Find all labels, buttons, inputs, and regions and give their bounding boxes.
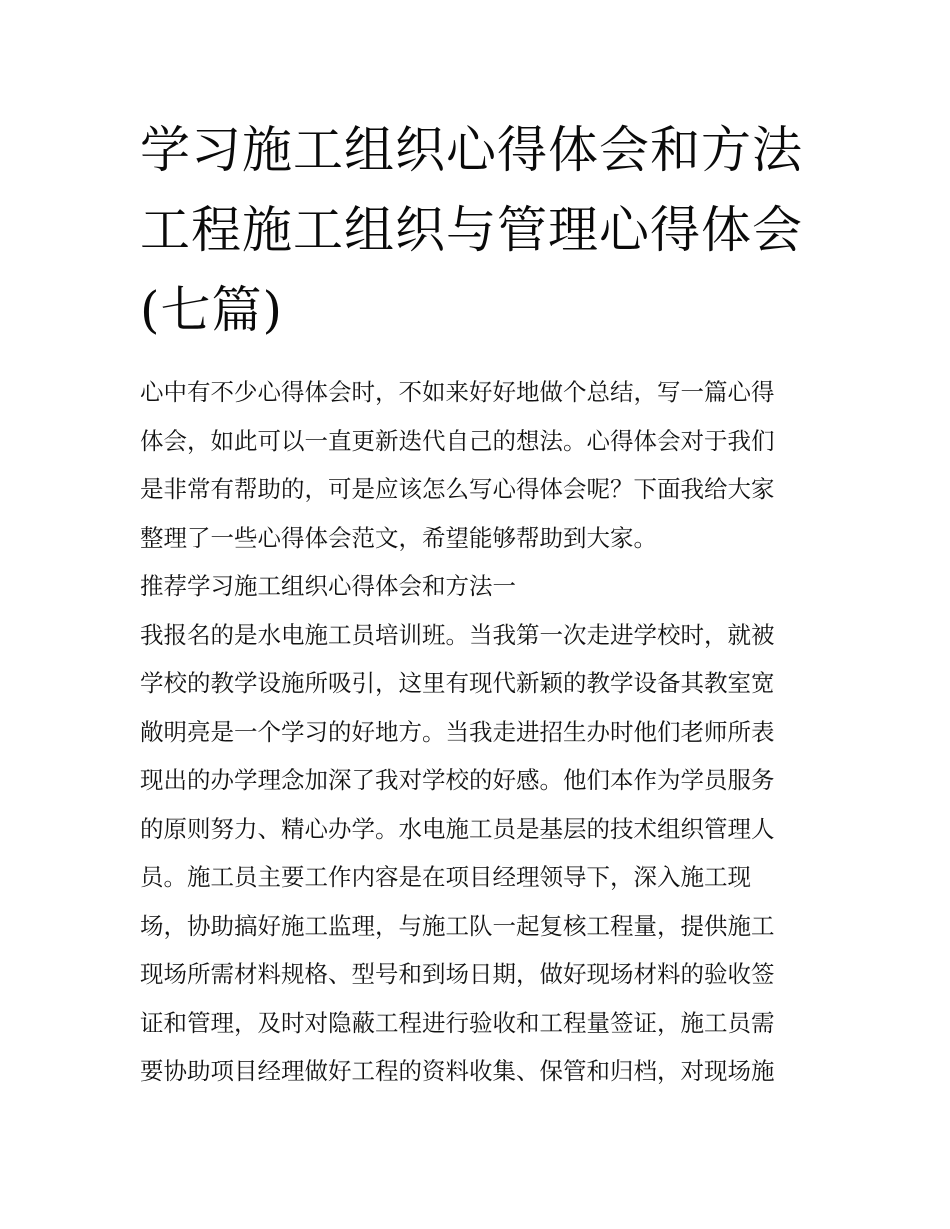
intro-paragraph xyxy=(140,368,820,562)
text-line: 心中有不少心得体会时，不如来好好地做个总结，写一篇心得 xyxy=(140,378,775,406)
text-line: 是非常有帮助的，可是应该怎么写心得体会呢？下面我给大家 xyxy=(140,475,775,503)
document-title xyxy=(140,110,820,350)
title-line: 工程施工组织与管理心得体会 xyxy=(140,201,803,259)
body-paragraph xyxy=(140,611,820,1096)
text-line: 要协助项目经理做好工程的资料收集、保管和归档，对现场施 xyxy=(140,1057,775,1085)
section-heading xyxy=(140,562,820,611)
text-line: 现出的办学理念加深了我对学校的好感。他们本作为学员服务 xyxy=(140,766,775,794)
section-heading-text: 推荐学习施工组织心得体会和方法一 xyxy=(140,572,516,600)
document-page xyxy=(140,110,820,1096)
text-line: 现场所需材料规格、型号和到场日期，做好现场材料的验收签 xyxy=(140,960,775,988)
text-line: 证和管理，及时对隐蔽工程进行验收和工程量签证，施工员需 xyxy=(140,1008,775,1037)
text-line: 整理了一些心得体会范文，希望能够帮助到大家。 xyxy=(140,523,657,552)
title-line: 学习施工组织心得体会和方法 xyxy=(140,121,803,179)
title-line: (七篇) xyxy=(140,281,284,339)
text-line: 敞明亮是一个学习的好地方。当我走进招生办时他们老师所表 xyxy=(140,717,775,746)
text-line: 场，协助搞好施工监理，与施工队一起复核工程量，提供施工 xyxy=(140,911,775,940)
document-body xyxy=(140,368,820,1096)
text-line: 体会，如此可以一直更新迭代自己的想法。心得体会对于我们 xyxy=(140,426,775,455)
text-line: 我报名的是水电施工员培训班。当我第一次走进学校时，就被 xyxy=(140,620,775,649)
text-line: 的原则努力、精心办学。水电施工员是基层的技术组织管理人 xyxy=(140,814,775,843)
text-line: 员。施工员主要工作内容是在项目经理领导下，深入施工现 xyxy=(140,863,751,891)
text-line: 学校的教学设施所吸引，这里有现代新颖的教学设备其教室宽 xyxy=(140,669,775,697)
